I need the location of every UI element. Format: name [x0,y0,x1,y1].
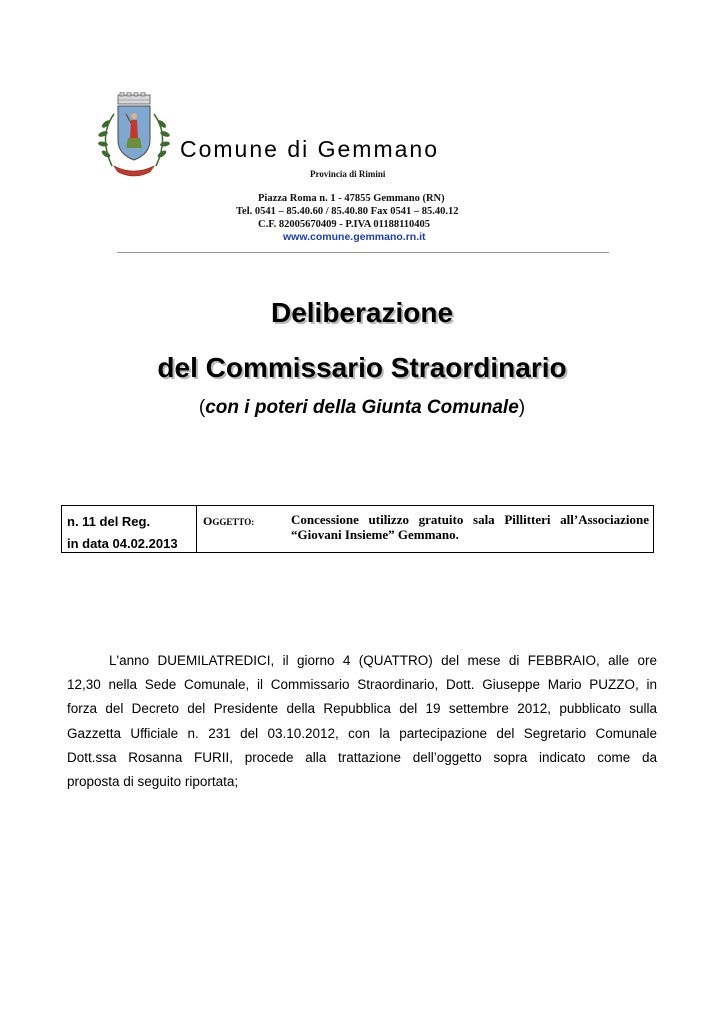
subject-line-2: “Giovani Insieme” Gemmano. [291,527,459,542]
municipality-name: Comune di Gemmano [180,136,439,162]
phone-fax-line: Tel. 0541 – 85.40.60 / 85.40.80 Fax 0541 – 85.40.12 [236,206,459,217]
coat-of-arms-icon [92,92,176,178]
document-title-line2: del Commissario Straordinario [157,352,567,383]
registry-box [61,505,654,553]
registry-date: in data 04.02.2013 [67,536,178,551]
subject-text [291,512,649,542]
body-line: L'anno DUEMILATREDICI, il giorno 4 (QUATTRO) del mese di FEBBRAIO, alle ore [109,653,657,668]
registry-number-cell [62,506,197,552]
address-line: Piazza Roma n. 1 - 47855 Gemmano (RN) [258,193,445,204]
website-link[interactable]: www.comune.gemmano.rn.it [283,231,426,243]
tax-code-line: C.F. 82005670409 - P.IVA 01188110405 [258,219,431,230]
subtitle-italic: con i poteri della Giunta Comunale [205,397,519,418]
province-line: Provincia di Rimini [310,169,386,179]
header-divider [117,252,609,253]
document-subtitle: (con i poteri della Giunta Comunale) [198,397,526,418]
body-line: forza del Decreto del Presidente della Repubblica del 19 settembre 2012, pubblicato sulla [67,701,657,717]
body-line: 12,30 nella Sede Comunale, il Commissario Straordinario, Dott. Giuseppe Mario PUZZO, in [67,677,657,693]
body-paragraph [67,649,657,794]
body-line: Dott.ssa Rosanna FURII, procede alla trattazione dell’oggetto sopra indicato come da [67,749,657,765]
subject-line-1: Concessione utilizzo gratuito sala Pillitteri all’Associazione [291,512,649,527]
body-line: Gazzetta Ufficiale n. 231 del 03.10.2012, con la partecipazione del Segretario Comunale [67,725,657,741]
body-line: proposta di seguito riportata; [67,774,239,790]
subject-label: OGGETTO: [203,514,255,528]
registry-number: n. 11 del Reg. [67,514,151,529]
document-title: Deliberazione [270,297,454,328]
